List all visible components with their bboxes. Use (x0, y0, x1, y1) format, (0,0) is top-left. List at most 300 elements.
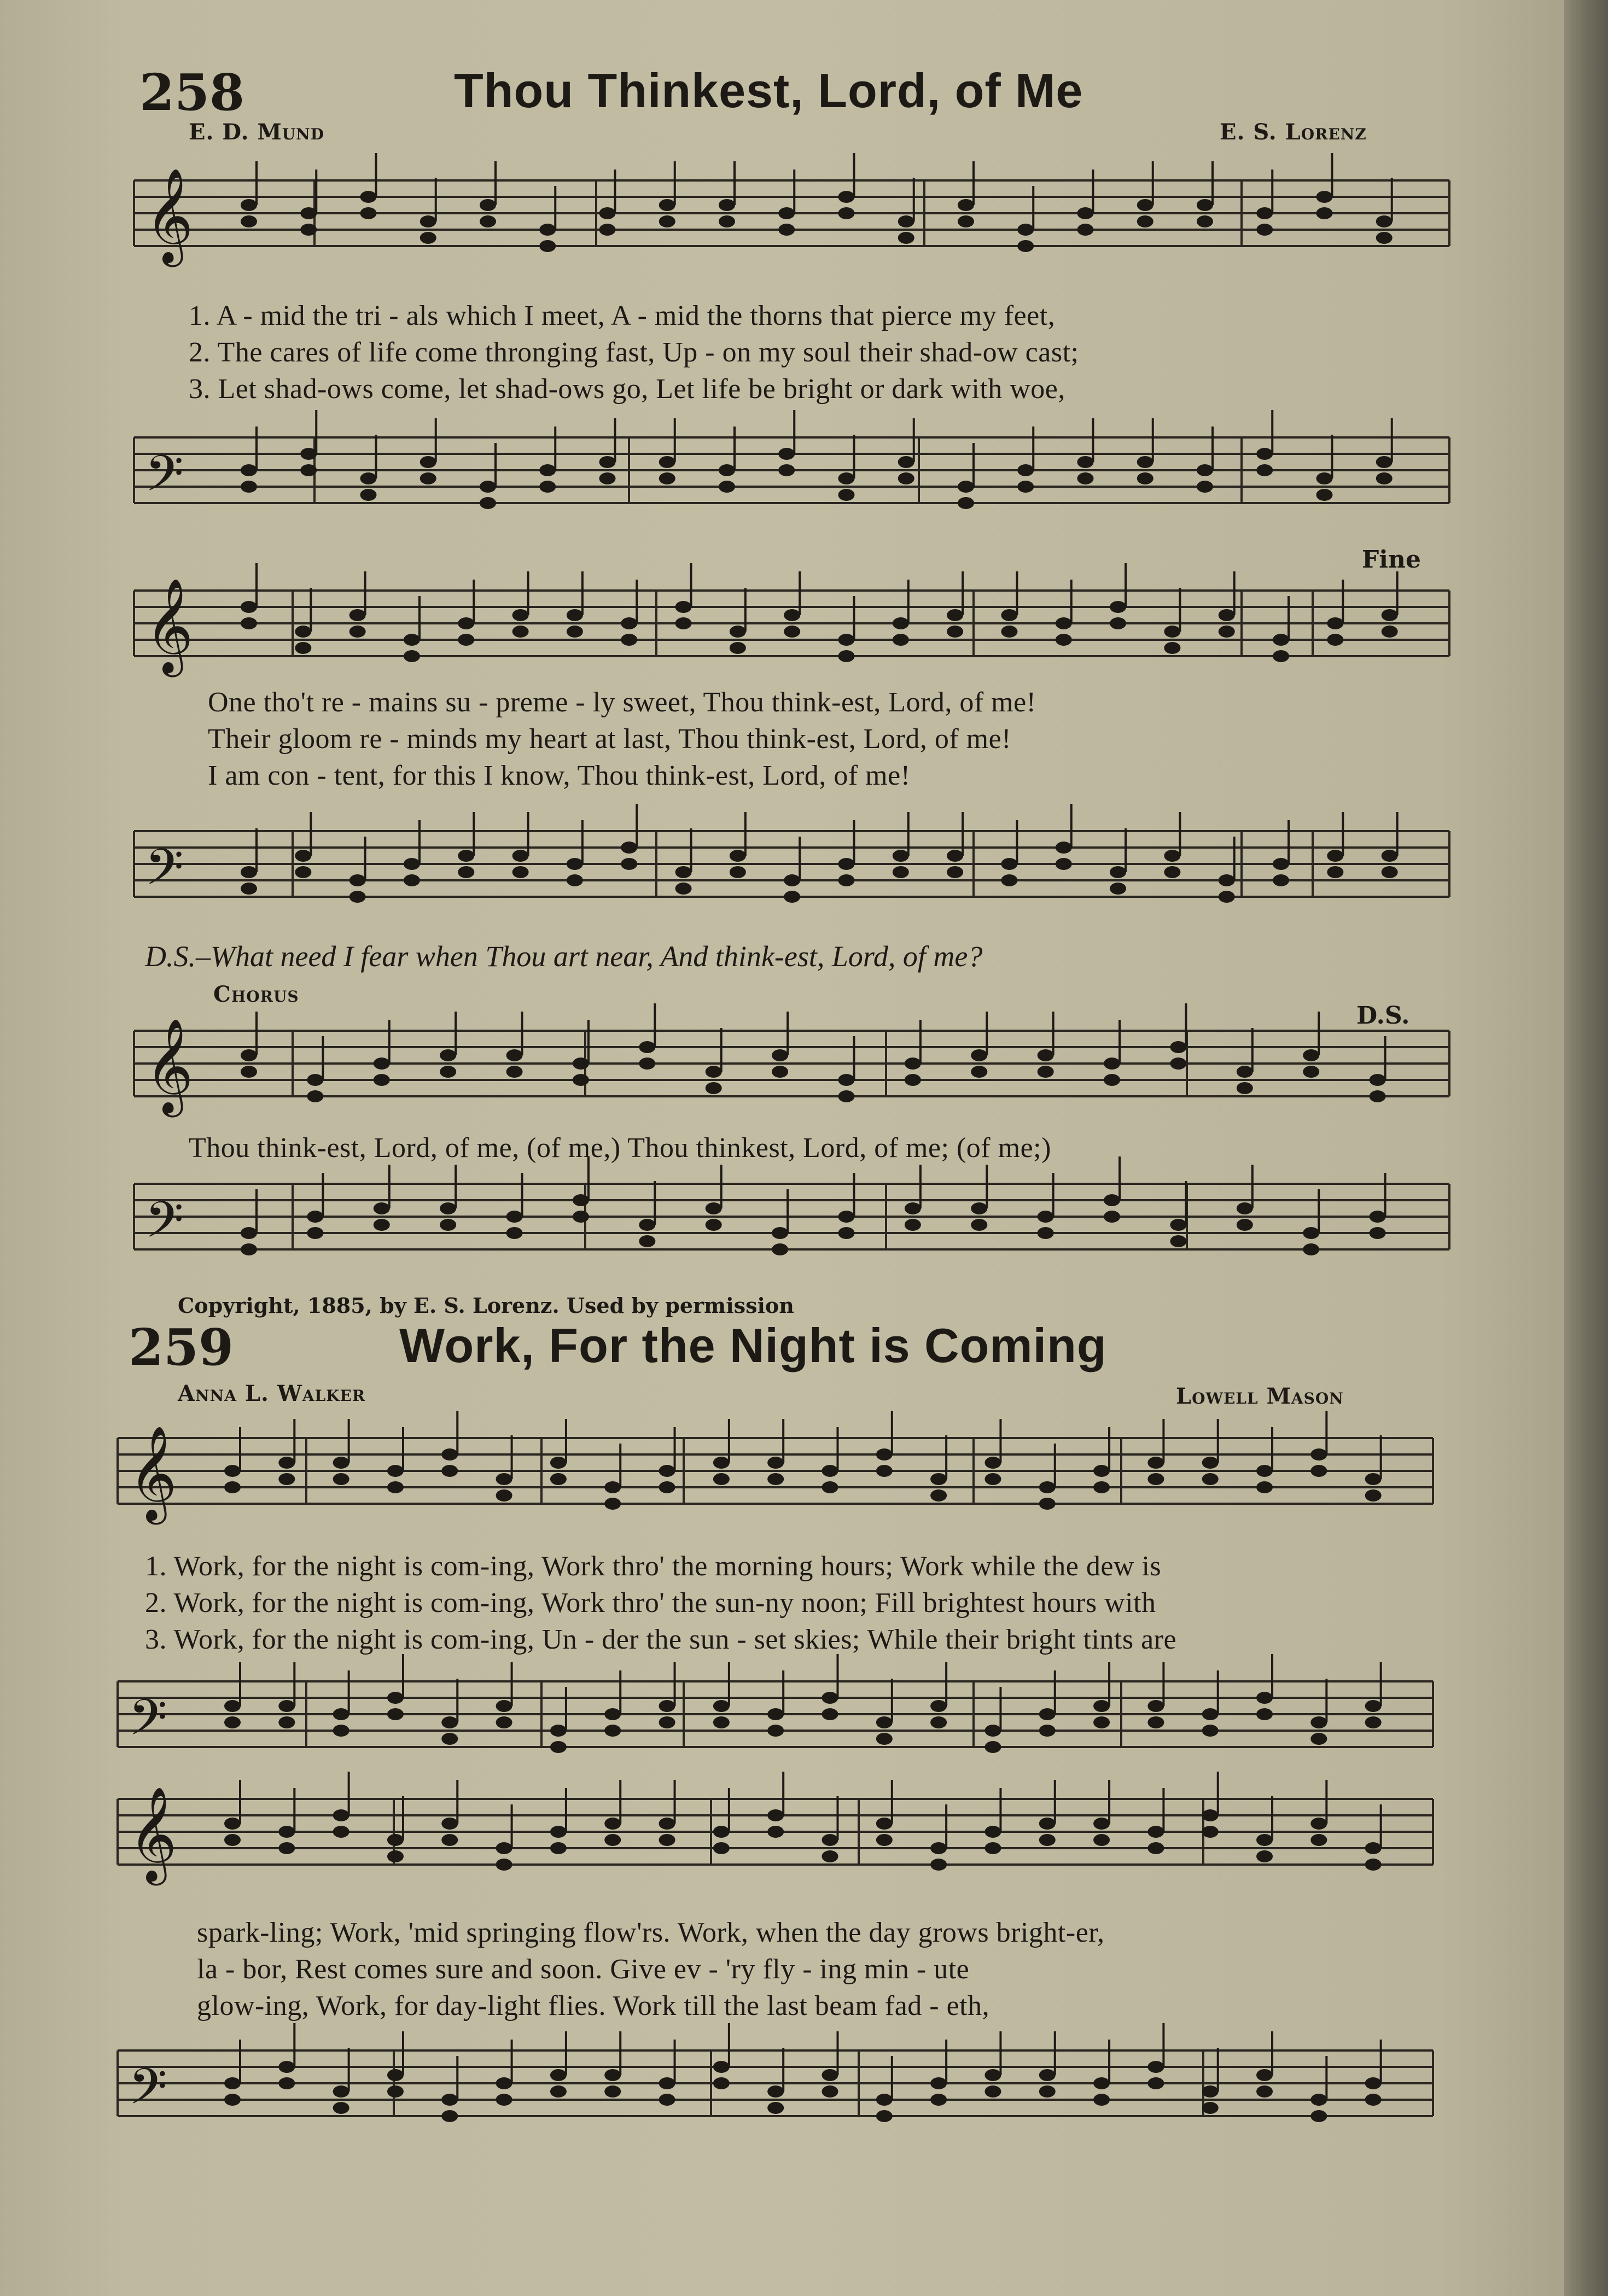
note-head (1017, 464, 1034, 476)
note-head (1256, 2085, 1273, 2098)
note-head (1327, 634, 1343, 646)
note-head (374, 1219, 390, 1231)
note-head (659, 2077, 675, 2089)
note-head (822, 1481, 838, 1493)
note-head (1316, 472, 1333, 484)
note-head (278, 1473, 295, 1485)
note-head (1370, 1227, 1386, 1239)
note-head (838, 858, 855, 870)
note-head (512, 850, 529, 862)
hymn-number: 259 (129, 1318, 234, 1377)
note-head (659, 1818, 675, 1830)
note-head (1017, 224, 1034, 236)
bass-clef-icon: 𝄢 (145, 445, 184, 515)
note-head (659, 215, 675, 227)
note-head (719, 464, 735, 476)
note-head (278, 2077, 295, 2089)
note-head (567, 874, 583, 886)
note-head (713, 1842, 730, 1854)
note-head (440, 1202, 456, 1214)
note-head (404, 634, 420, 646)
note-head (333, 1457, 349, 1469)
note-head (387, 1465, 404, 1477)
note-head (1001, 874, 1017, 886)
note-head (374, 1074, 390, 1086)
note-head (440, 1066, 456, 1078)
note-head (1001, 609, 1017, 621)
note-head (550, 1473, 567, 1485)
note-head (659, 472, 675, 484)
note-head (1093, 1716, 1110, 1728)
note-head (1147, 1457, 1164, 1469)
note-head (930, 1700, 947, 1712)
note-head (1147, 1473, 1164, 1485)
note-head (1017, 481, 1034, 493)
note-head (496, 2077, 512, 2089)
note-head (440, 1219, 456, 1231)
note-head (300, 448, 317, 460)
note-head (387, 1850, 404, 1862)
note-head (1038, 1227, 1054, 1239)
note-head (1147, 2061, 1164, 2073)
note-head (713, 1700, 730, 1712)
note-head (567, 626, 583, 638)
note-head (1001, 626, 1017, 638)
note-head (838, 472, 855, 484)
note-head (930, 2094, 947, 2106)
treble-clef-icon: 𝄞 (145, 578, 194, 673)
note-head (621, 858, 637, 870)
note-head (567, 858, 583, 870)
note-head (278, 2061, 295, 2073)
note-head (1104, 1194, 1120, 1206)
note-head (349, 891, 366, 903)
note-head (822, 1708, 838, 1720)
note-head (984, 1457, 1001, 1469)
verse-line: la - bor, Rest comes sure and soon. Give ev - 'ry fly - ing min - ute (197, 1954, 970, 1985)
note-head (224, 1481, 241, 1493)
note-head (947, 609, 963, 621)
note-head (706, 1066, 722, 1078)
note-head (838, 489, 855, 501)
hymn-number: 258 (139, 63, 245, 122)
note-head (387, 1692, 404, 1704)
note-head (512, 866, 529, 878)
note-head (387, 1481, 404, 1493)
note-head (1376, 215, 1393, 227)
note-head (573, 1074, 589, 1086)
note-head (241, 1066, 257, 1078)
note-head (550, 1725, 567, 1737)
note-head (604, 1481, 621, 1493)
note-head (404, 650, 420, 662)
note-head (1039, 1481, 1056, 1493)
note-head (719, 199, 735, 211)
verse-line: 2. The cares of life come thronging fast, Up - on my soul their shad-ow cast; (189, 337, 1079, 368)
note-head (838, 1227, 855, 1239)
note-head (1202, 1809, 1219, 1821)
note-head (1376, 456, 1393, 468)
note-head (1077, 472, 1094, 484)
note-head (1110, 883, 1126, 895)
note-head (441, 1818, 458, 1830)
note-head (387, 2085, 404, 2098)
note-head (307, 1074, 323, 1086)
note-head (496, 1859, 512, 1871)
note-head (930, 2077, 947, 2089)
note-head (898, 232, 914, 244)
note-head (621, 842, 637, 854)
note-head (838, 1090, 855, 1102)
note-head (1365, 1716, 1382, 1728)
note-head (1077, 224, 1094, 236)
note-head (241, 1049, 257, 1061)
note-head (984, 2085, 1001, 2098)
note-head (599, 207, 616, 219)
note-head (1093, 1465, 1110, 1477)
note-head (387, 2069, 404, 2081)
verse-line: I am con - tent, for this I know, Thou think-est, Lord, of me! (208, 760, 911, 791)
note-head (360, 191, 377, 203)
note-head (1303, 1066, 1319, 1078)
note-head (905, 1058, 921, 1070)
fine-mark: Fine (1362, 546, 1421, 574)
note-head (1137, 456, 1153, 468)
note-head (1219, 626, 1235, 638)
note-head (1038, 1211, 1054, 1223)
note-head (349, 626, 366, 638)
note-head (440, 1049, 456, 1061)
note-head (838, 1211, 855, 1223)
copyright-notice: Copyright, 1885, by E. S. Lorenz. Used by permission (178, 1293, 794, 1318)
music-credit: Lowell Mason (1176, 1383, 1344, 1409)
note-head (958, 199, 974, 211)
note-head (930, 1716, 947, 1728)
note-head (772, 1049, 788, 1061)
chorus-label: Chorus (213, 982, 299, 1007)
note-head (420, 232, 436, 244)
note-head (1310, 1733, 1327, 1745)
note-head (1219, 609, 1235, 621)
note-head (947, 866, 963, 878)
note-head (1256, 464, 1273, 476)
note-head (387, 1834, 404, 1846)
note-head (300, 224, 317, 236)
note-head (295, 626, 311, 638)
note-head (838, 207, 855, 219)
note-head (1164, 850, 1180, 862)
note-head (496, 2094, 512, 2106)
note-head (1093, 2094, 1110, 2106)
note-head (333, 1826, 349, 1838)
note-head (333, 1473, 349, 1485)
note-head (300, 464, 317, 476)
note-head (898, 215, 914, 227)
note-head (241, 215, 257, 227)
note-head (1202, 1708, 1219, 1720)
note-head (374, 1202, 390, 1214)
note-head (639, 1058, 655, 1070)
note-head (300, 207, 317, 219)
note-head (374, 1058, 390, 1070)
note-head (1303, 1227, 1319, 1239)
note-head (1017, 240, 1034, 252)
note-head (224, 1834, 241, 1846)
note-head (1056, 617, 1072, 629)
note-head (822, 1692, 838, 1704)
note-head (838, 650, 855, 662)
note-head (1303, 1049, 1319, 1061)
note-head (876, 1733, 893, 1745)
note-head (1310, 1448, 1327, 1460)
note-head (1038, 1066, 1054, 1078)
note-head (224, 1465, 241, 1477)
note-head (621, 617, 637, 629)
treble-clef-icon: 𝄞 (145, 1018, 194, 1113)
note-head (713, 1457, 730, 1469)
note-head (767, 2102, 784, 2114)
note-head (1310, 2110, 1327, 2122)
note-head (659, 1700, 675, 1712)
note-head (567, 609, 583, 621)
note-head (224, 1716, 241, 1728)
note-head (958, 215, 974, 227)
note-head (838, 874, 855, 886)
note-head (241, 199, 257, 211)
note-head (1376, 232, 1393, 244)
verse-line: Their gloom re - minds my heart at last, Thou think-est, Lord, of me! (208, 723, 1011, 755)
note-head (599, 456, 616, 468)
note-head (1197, 464, 1213, 476)
note-head (1365, 2077, 1382, 2089)
note-head (784, 609, 800, 621)
note-head (767, 1725, 784, 1737)
note-head (550, 2085, 567, 2098)
note-head (1170, 1058, 1186, 1070)
note-head (778, 224, 795, 236)
note-head (1137, 472, 1153, 484)
note-head (441, 1716, 458, 1728)
note-head (1056, 858, 1072, 870)
note-head (539, 224, 556, 236)
note-head (1104, 1211, 1120, 1223)
note-head (659, 1834, 675, 1846)
note-head (1038, 1049, 1054, 1061)
note-head (767, 1708, 784, 1720)
note-head (876, 1818, 893, 1830)
note-head (1202, 1725, 1219, 1737)
note-head (1039, 1818, 1056, 1830)
note-head (1219, 891, 1235, 903)
note-head (480, 497, 496, 509)
note-head (767, 1473, 784, 1485)
note-head (1256, 1708, 1273, 1720)
note-head (404, 874, 420, 886)
note-head (1202, 2085, 1219, 2098)
note-head (659, 456, 675, 468)
note-head (1202, 1457, 1219, 1469)
ds-mark: D.S. (1356, 1002, 1410, 1030)
note-head (730, 850, 746, 862)
note-head (930, 1842, 947, 1854)
note-head (480, 481, 496, 493)
note-head (1365, 1489, 1382, 1502)
note-head (730, 642, 746, 654)
note-head (876, 1448, 893, 1460)
note-head (675, 883, 692, 895)
note-head (984, 1473, 1001, 1485)
note-head (822, 1465, 838, 1477)
note-head (1327, 866, 1343, 878)
note-head (719, 215, 735, 227)
note-head (1039, 1834, 1056, 1846)
note-head (441, 1733, 458, 1745)
note-head (278, 1700, 295, 1712)
note-head (876, 1465, 893, 1477)
note-head (278, 1826, 295, 1838)
note-head (333, 2085, 349, 2098)
note-head (958, 497, 974, 509)
note-head (1256, 1481, 1273, 1493)
note-head (659, 1465, 675, 1477)
note-head (1237, 1066, 1253, 1078)
note-head (784, 874, 800, 886)
note-head (506, 1211, 523, 1223)
note-head (441, 2110, 458, 2122)
note-head (550, 1457, 567, 1469)
note-head (1382, 850, 1398, 862)
note-head (1164, 642, 1180, 654)
note-head (659, 1716, 675, 1728)
note-head (573, 1211, 589, 1223)
note-head (778, 464, 795, 476)
note-head (905, 1202, 921, 1214)
note-head (458, 617, 474, 629)
verse-line: 1. Work, for the night is com-ing, Work thro' the morning hours; Work while the dew is (145, 1551, 1162, 1582)
music-credit: E. S. Lorenz (1220, 119, 1367, 145)
note-head (278, 1842, 295, 1854)
note-head (706, 1219, 722, 1231)
note-head (1147, 1716, 1164, 1728)
note-head (1219, 874, 1235, 886)
note-head (1273, 874, 1289, 886)
note-head (539, 240, 556, 252)
note-head (930, 1473, 947, 1485)
note-head (1170, 1235, 1186, 1247)
note-head (496, 1842, 512, 1854)
note-head (713, 2061, 730, 2073)
note-head (573, 1058, 589, 1070)
note-head (224, 2094, 241, 2106)
note-head (1164, 626, 1180, 638)
note-head (1202, 1473, 1219, 1485)
note-head (550, 2069, 567, 2081)
note-head (905, 1219, 921, 1231)
ds-line: D.S.–What need I fear when Thou art near, And think-est, Lord, of me? (145, 940, 983, 973)
note-head (1202, 1826, 1219, 1838)
note-head (772, 1227, 788, 1239)
bass-clef-icon: 𝄢 (129, 1689, 167, 1758)
note-head (767, 1826, 784, 1838)
note-head (893, 617, 909, 629)
note-head (241, 883, 257, 895)
note-head (1316, 207, 1333, 219)
note-head (1310, 1716, 1327, 1728)
note-head (360, 207, 377, 219)
note-head (441, 1834, 458, 1846)
note-head (1256, 224, 1273, 236)
note-head (496, 1473, 512, 1485)
note-head (1137, 215, 1153, 227)
verse-line: 3. Let shad-ows come, let shad-ows go, Let life be bright or dark with woe, (189, 373, 1065, 405)
note-head (713, 1473, 730, 1485)
note-head (713, 1826, 730, 1838)
note-head (1327, 617, 1343, 629)
note-head (1256, 1834, 1273, 1846)
note-head (784, 626, 800, 638)
note-head (295, 850, 311, 862)
note-head (772, 1066, 788, 1078)
note-head (1310, 1465, 1327, 1477)
note-head (1273, 858, 1289, 870)
note-head (893, 850, 909, 862)
note-head (772, 1243, 788, 1255)
note-head (604, 1725, 621, 1737)
note-head (984, 1741, 1001, 1753)
treble-clef-icon: 𝄞 (129, 1786, 177, 1882)
note-head (550, 1826, 567, 1838)
note-head (333, 2102, 349, 2114)
note-head (512, 609, 529, 621)
note-head (898, 456, 914, 468)
note-head (1170, 1219, 1186, 1231)
note-head (639, 1219, 655, 1231)
note-head (784, 891, 800, 903)
note-head (930, 1859, 947, 1871)
note-head (1316, 191, 1333, 203)
note-head (604, 1498, 621, 1510)
verse-line: 3. Work, for the night is com-ing, Un - der the sun - set skies; While their bright tints are (145, 1624, 1177, 1655)
note-head (876, 2094, 893, 2106)
note-head (506, 1049, 523, 1061)
note-head (905, 1074, 921, 1086)
note-head (458, 866, 474, 878)
hymn-title: Thou Thinkest, Lord, of Me (454, 63, 1083, 118)
note-head (420, 456, 436, 468)
note-head (458, 634, 474, 646)
note-head (307, 1211, 323, 1223)
note-head (1376, 472, 1393, 484)
verse-line: glow-ing, Work, for day-light flies. Work till the last beam fad - eth, (197, 1990, 990, 2022)
bass-clef-icon: 𝄢 (145, 1191, 184, 1261)
note-head (719, 481, 735, 493)
note-head (241, 866, 257, 878)
note-head (1170, 1041, 1186, 1053)
note-head (387, 1708, 404, 1720)
verse-line: One tho't re - mains su - preme - ly sweet, Thou think-est, Lord, of me! (208, 687, 1036, 718)
note-head (838, 1074, 855, 1086)
note-head (599, 472, 616, 484)
note-head (307, 1227, 323, 1239)
note-head (1273, 634, 1289, 646)
note-head (1104, 1058, 1120, 1070)
note-head (947, 850, 963, 862)
note-head (333, 1809, 349, 1821)
note-head (1147, 1842, 1164, 1854)
note-head (1039, 1725, 1056, 1737)
note-head (1056, 842, 1072, 854)
note-head (1093, 1481, 1110, 1493)
